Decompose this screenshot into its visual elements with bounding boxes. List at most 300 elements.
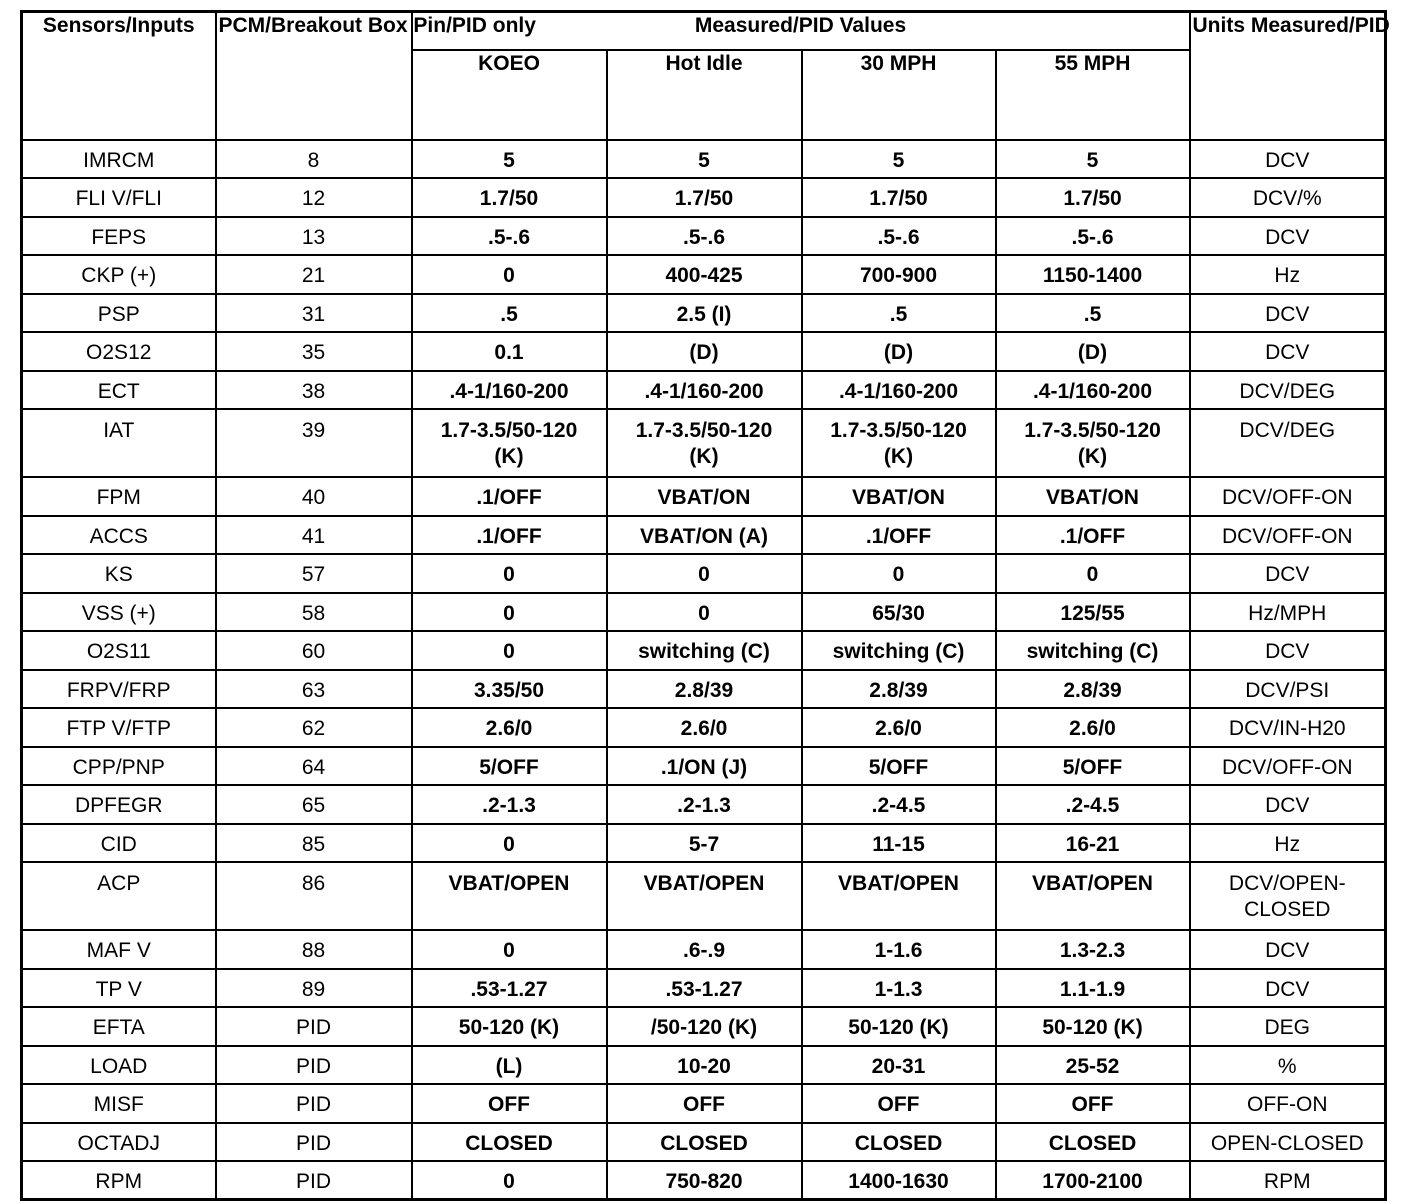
hot-idle-value-text-line2: (K) xyxy=(689,445,719,468)
koeo-value-text: 50-120 (K) xyxy=(458,1016,560,1039)
sensor-cell-text: MAF V xyxy=(86,939,151,962)
hot-idle-value-text: 400-425 xyxy=(665,264,743,287)
units-cell-text: % xyxy=(1277,1054,1297,1078)
units-cell-text: DEG xyxy=(1264,1016,1311,1039)
pin-cell xyxy=(216,747,412,786)
header-55-mph: 55 MPH xyxy=(996,50,1190,140)
pin-cell xyxy=(216,1123,412,1162)
mph55-value xyxy=(996,255,1190,294)
koeo-value xyxy=(412,785,607,824)
mph30-value-text: 5 xyxy=(892,148,905,172)
mph30-value xyxy=(802,593,996,632)
mph55-value-text: VBAT/ON xyxy=(1046,486,1139,509)
header-units-line2: Measured/PID xyxy=(1250,14,1390,37)
units-cell-text: DCV xyxy=(1265,341,1310,364)
mph30-value xyxy=(802,1046,996,1085)
mph30-value xyxy=(802,1084,996,1123)
units-cell xyxy=(1190,930,1386,969)
sensor-cell-text: ACP xyxy=(97,872,141,895)
sensor-cell-text: CID xyxy=(100,832,137,856)
units-cell-text: DCV xyxy=(1265,302,1310,326)
pid-values-table xyxy=(20,10,1390,1201)
hot-idle-value xyxy=(607,477,802,516)
mph30-value xyxy=(802,554,996,593)
pin-cell-text: 60 xyxy=(301,640,326,663)
units-cell-text: DCV/OFF-ON xyxy=(1221,755,1353,779)
pin-cell xyxy=(216,516,412,555)
sensor-cell-text: CPP/PNP xyxy=(72,755,165,779)
sensor-cell-text: FTP V/FTP xyxy=(66,717,172,740)
pin-cell xyxy=(216,670,412,709)
hot-idle-value xyxy=(607,930,802,969)
pin-cell-text: 85 xyxy=(301,832,326,856)
sensor-cell xyxy=(22,1161,216,1200)
sensor-cell xyxy=(22,1123,216,1162)
table-row xyxy=(22,1123,1386,1162)
mph30-value xyxy=(802,255,996,294)
pin-cell xyxy=(216,862,412,930)
koeo-value-text: 0 xyxy=(503,563,515,586)
hot-idle-value xyxy=(607,217,802,256)
mph30-value-text: .1/OFF xyxy=(865,524,932,548)
pin-cell-text: 41 xyxy=(301,524,326,548)
units-cell xyxy=(1190,554,1386,593)
mph55-value-text: OFF xyxy=(1071,1093,1114,1116)
mph55-value-text: 1.7/50 xyxy=(1063,187,1122,210)
units-cell-text: Hz/MPH xyxy=(1248,601,1327,625)
koeo-value xyxy=(412,593,607,632)
mph30-value-text: VBAT/ON xyxy=(852,486,945,509)
table-row xyxy=(22,371,1386,410)
mph30-value-text: CLOSED xyxy=(854,1131,943,1155)
mph30-value xyxy=(802,969,996,1008)
units-cell-text: DCV xyxy=(1265,225,1310,249)
units-cell xyxy=(1190,1084,1386,1123)
units-cell-text: DCV/PSI xyxy=(1245,678,1330,702)
header-koeo: KOEO xyxy=(412,50,607,140)
units-cell-text: DCV/IN-H20 xyxy=(1228,717,1346,740)
sensor-cell xyxy=(22,1046,216,1085)
mph55-value-text: 1700-2100 xyxy=(1042,1170,1143,1193)
hot-idle-value xyxy=(607,593,802,632)
units-cell xyxy=(1190,409,1386,477)
sensor-cell xyxy=(22,255,216,294)
table-row xyxy=(22,554,1386,593)
sensor-cell xyxy=(22,969,216,1008)
mph30-value xyxy=(802,477,996,516)
table-row xyxy=(22,1161,1386,1200)
koeo-value xyxy=(412,969,607,1008)
hot-idle-value-text: .4-1/160-200 xyxy=(644,379,764,403)
units-cell xyxy=(1190,670,1386,709)
mph30-value-text: 700-900 xyxy=(859,264,938,287)
sensor-cell-text: TP V xyxy=(95,977,142,1001)
units-cell xyxy=(1190,477,1386,516)
koeo-value xyxy=(412,409,607,477)
mph30-value xyxy=(802,140,996,179)
pin-cell xyxy=(216,824,412,863)
mph55-value xyxy=(996,708,1190,747)
mph55-value-text: .2-4.5 xyxy=(1065,794,1120,817)
hot-idle-value-text: VBAT/ON (A) xyxy=(640,524,768,548)
mph55-value-text: 1150-1400 xyxy=(1042,264,1143,287)
hot-idle-value xyxy=(607,554,802,593)
koeo-value-text: .5-.6 xyxy=(487,225,531,249)
sensor-cell xyxy=(22,477,216,516)
hot-idle-value-text: 5-7 xyxy=(688,832,720,856)
hot-idle-value-text: VBAT/ON xyxy=(657,486,751,509)
sensor-cell xyxy=(22,554,216,593)
mph55-value-text: switching (C) xyxy=(1026,640,1159,663)
mph55-value-text: CLOSED xyxy=(1048,1131,1137,1155)
koeo-value xyxy=(412,1046,607,1085)
mph30-value-text: 1-1.6 xyxy=(874,939,923,962)
mph55-value-text: .4-1/160-200 xyxy=(1032,379,1153,403)
units-cell-text: DCV xyxy=(1265,148,1310,172)
mph55-value xyxy=(996,1007,1190,1046)
sensor-cell-text: FEPS xyxy=(91,225,147,249)
mph55-value xyxy=(996,1123,1190,1162)
mph55-value xyxy=(996,670,1190,709)
units-cell xyxy=(1190,862,1386,930)
sensor-cell-text: LOAD xyxy=(90,1054,148,1078)
koeo-value-text: OFF xyxy=(488,1093,530,1116)
units-cell xyxy=(1190,371,1386,410)
mph30-value-text: 50-120 (K) xyxy=(848,1016,949,1039)
units-cell xyxy=(1190,969,1386,1008)
mph55-value xyxy=(996,217,1190,256)
mph55-value xyxy=(996,593,1190,632)
units-cell-text: DCV/DEG xyxy=(1239,379,1336,403)
hot-idle-value xyxy=(607,332,802,371)
koeo-value xyxy=(412,747,607,786)
pin-cell-text: 62 xyxy=(301,717,326,740)
koeo-value xyxy=(412,1084,607,1123)
koeo-value xyxy=(412,1123,607,1162)
mph30-value xyxy=(802,862,996,930)
header-pin-line2: Box xyxy=(367,14,408,37)
mph30-value-text: 65/30 xyxy=(872,601,925,625)
mph30-value xyxy=(802,747,996,786)
units-cell xyxy=(1190,255,1386,294)
units-cell xyxy=(1190,1161,1386,1200)
koeo-value xyxy=(412,862,607,930)
sensor-cell xyxy=(22,785,216,824)
mph30-value-text: 1-1.3 xyxy=(874,977,923,1001)
mph30-value xyxy=(802,294,996,333)
koeo-value-text: 1.7-3.5/50-120 xyxy=(440,419,578,442)
pin-cell xyxy=(216,332,412,371)
units-cell xyxy=(1190,747,1386,786)
mph55-value-text: 1.1-1.9 xyxy=(1059,977,1126,1001)
koeo-value xyxy=(412,631,607,670)
pin-cell-text: PID xyxy=(295,1093,331,1116)
koeo-value-text: 5/OFF xyxy=(479,755,539,779)
hot-idle-value xyxy=(607,178,802,217)
hot-idle-value-text: 0 xyxy=(698,563,710,586)
koeo-value-text: 0 xyxy=(503,640,515,663)
koeo-value xyxy=(412,554,607,593)
mph55-value-text: 2.8/39 xyxy=(1063,678,1122,702)
units-cell xyxy=(1190,593,1386,632)
table-row xyxy=(22,1084,1386,1123)
sensor-cell-text: RPM xyxy=(95,1170,143,1193)
hot-idle-value-text: 2.5 (I) xyxy=(676,302,732,326)
table-row xyxy=(22,255,1386,294)
hot-idle-value-text: .6-.9 xyxy=(682,939,726,962)
sensor-cell xyxy=(22,930,216,969)
hot-idle-value xyxy=(607,1161,802,1200)
units-cell-text: DCV/OFF-ON xyxy=(1221,524,1353,548)
hot-idle-value xyxy=(607,140,802,179)
koeo-value-text: CLOSED xyxy=(465,1131,553,1155)
koeo-value-text: .1/OFF xyxy=(476,486,542,509)
pin-cell xyxy=(216,371,412,410)
koeo-value-text: 0 xyxy=(503,832,515,856)
koeo-value-text: 3.35/50 xyxy=(473,678,545,702)
hot-idle-value-text: 1.7-3.5/50-120 xyxy=(635,419,773,442)
mph55-value xyxy=(996,824,1190,863)
hot-idle-value-text: (D) xyxy=(689,341,719,364)
hot-idle-value xyxy=(607,862,802,930)
sensor-cell xyxy=(22,747,216,786)
hot-idle-value-text: 2.8/39 xyxy=(674,678,734,702)
table-row xyxy=(22,747,1386,786)
sensor-cell xyxy=(22,409,216,477)
koeo-value xyxy=(412,670,607,709)
koeo-value-text: 0 xyxy=(503,1170,515,1193)
mph30-value xyxy=(802,178,996,217)
units-cell xyxy=(1190,824,1386,863)
mph55-value xyxy=(996,1161,1190,1200)
units-cell-text: DCV xyxy=(1265,794,1310,817)
hot-idle-value xyxy=(607,708,802,747)
hot-idle-value-text: .2-1.3 xyxy=(677,794,731,817)
table-body xyxy=(22,140,1386,1200)
pin-cell-text: 88 xyxy=(301,939,326,962)
sensor-cell-text: FLI V/FLI xyxy=(75,187,162,210)
koeo-value-text: 2.6/0 xyxy=(485,717,533,740)
hot-idle-value-text: VBAT/OPEN xyxy=(643,872,765,895)
mph55-value-text: 5/OFF xyxy=(1062,755,1123,779)
pin-cell-text: 86 xyxy=(301,872,326,895)
koeo-value-text: 5 xyxy=(503,148,515,172)
units-cell xyxy=(1190,1123,1386,1162)
hot-idle-value xyxy=(607,1123,802,1162)
units-cell-text: Hz xyxy=(1274,832,1301,856)
header-units-line1: Units xyxy=(1192,14,1246,37)
header-pin-line1: PCM/Breakout xyxy=(218,14,363,37)
pin-cell xyxy=(216,1046,412,1085)
pin-cell xyxy=(216,1007,412,1046)
pin-cell-text: 89 xyxy=(301,977,326,1001)
mph30-value xyxy=(802,930,996,969)
units-cell-text-line2: CLOSED xyxy=(1244,898,1331,921)
table-row xyxy=(22,670,1386,709)
sensor-cell-text: KS xyxy=(104,563,133,586)
table-row xyxy=(22,477,1386,516)
table-row xyxy=(22,1046,1386,1085)
table-row xyxy=(22,862,1386,930)
sensor-cell-text: DPFEGR xyxy=(74,794,163,817)
header-hot-idle: Hot Idle xyxy=(607,50,802,140)
hot-idle-value xyxy=(607,294,802,333)
table-row xyxy=(22,785,1386,824)
koeo-value xyxy=(412,708,607,747)
koeo-value-text-line2: (K) xyxy=(494,445,524,468)
table-row xyxy=(22,708,1386,747)
mph30-value-text: 11-15 xyxy=(872,832,925,856)
sensor-cell-text: MISF xyxy=(93,1093,144,1116)
sensor-cell-text: CKP (+) xyxy=(81,264,157,287)
koeo-value xyxy=(412,178,607,217)
mph30-value xyxy=(802,409,996,477)
sensor-cell-text: PSP xyxy=(97,302,140,326)
mph30-value-text: 5/OFF xyxy=(868,755,929,779)
mph55-value-text: 1.7-3.5/50-120 xyxy=(1024,419,1161,442)
hot-idle-value xyxy=(607,409,802,477)
sensor-cell-text: O2S12 xyxy=(86,341,152,364)
mph30-value-text: VBAT/OPEN xyxy=(838,872,959,895)
table-row xyxy=(22,631,1386,670)
hot-idle-value-text: CLOSED xyxy=(660,1131,748,1155)
koeo-value xyxy=(412,477,607,516)
hot-idle-value xyxy=(607,1084,802,1123)
pin-cell xyxy=(216,409,412,477)
mph55-value xyxy=(996,371,1190,410)
mph55-value xyxy=(996,332,1190,371)
table-row xyxy=(22,593,1386,632)
koeo-value-text: VBAT/OPEN xyxy=(448,872,570,895)
sensor-cell-text: FRPV/FRP xyxy=(66,678,171,702)
mph30-value xyxy=(802,785,996,824)
hot-idle-value-text: 0 xyxy=(698,601,710,625)
table-row xyxy=(22,930,1386,969)
koeo-value-text: 0.1 xyxy=(494,341,524,364)
koeo-value xyxy=(412,1161,607,1200)
mph55-value-text: .1/OFF xyxy=(1059,524,1126,548)
header-measured-pid-values: Measured/PID Values xyxy=(412,12,1190,50)
mph30-value xyxy=(802,217,996,256)
sensor-cell-text: ECT xyxy=(97,379,140,403)
mph30-value xyxy=(802,824,996,863)
mph30-value-text: .5 xyxy=(889,302,908,326)
pin-cell-text: 31 xyxy=(301,302,326,326)
hot-idle-value-text: OFF xyxy=(683,1093,725,1116)
header-pin-line3: Pin/PID only xyxy=(413,14,536,37)
mph55-value xyxy=(996,554,1190,593)
mph30-value xyxy=(802,708,996,747)
mph30-value-text: .4-1/160-200 xyxy=(838,379,959,403)
table-row xyxy=(22,824,1386,863)
mph55-value xyxy=(996,178,1190,217)
koeo-value-text: 0 xyxy=(503,939,515,962)
koeo-value xyxy=(412,1007,607,1046)
mph30-value-text-line2: (K) xyxy=(883,445,914,468)
mph30-value xyxy=(802,670,996,709)
mph30-value-text: 1.7-3.5/50-120 xyxy=(830,419,967,442)
koeo-value xyxy=(412,140,607,179)
mph55-value-text: .5 xyxy=(1083,302,1102,326)
hot-idle-value-text: .5-.6 xyxy=(682,225,726,249)
mph55-value-text: 16-21 xyxy=(1065,832,1120,856)
mph55-value xyxy=(996,1084,1190,1123)
hot-idle-value xyxy=(607,255,802,294)
pin-cell-text: 21 xyxy=(301,264,326,287)
table-row xyxy=(22,1007,1386,1046)
mph55-value-text: 2.6/0 xyxy=(1069,717,1116,740)
sensor-cell xyxy=(22,371,216,410)
mph55-value-text: 125/55 xyxy=(1060,601,1125,625)
koeo-value-text: 0 xyxy=(503,264,515,287)
sensor-cell-text: IAT xyxy=(103,419,135,442)
sensor-cell xyxy=(22,1007,216,1046)
pin-cell-text: 38 xyxy=(301,379,326,403)
mph55-value xyxy=(996,1046,1190,1085)
units-cell-text: Hz xyxy=(1274,264,1301,287)
pin-cell-text: 39 xyxy=(301,419,326,442)
koeo-value-text: .5 xyxy=(500,302,518,326)
pin-cell xyxy=(216,930,412,969)
hot-idle-value xyxy=(607,824,802,863)
mph30-value-text: 0 xyxy=(892,563,905,586)
koeo-value-text: .4-1/160-200 xyxy=(449,379,569,403)
pin-cell xyxy=(216,593,412,632)
sensor-cell-text: OCTADJ xyxy=(77,1131,160,1155)
koeo-value-text: (L) xyxy=(495,1054,523,1078)
sensor-cell-text: ACCS xyxy=(89,524,148,548)
table-row xyxy=(22,409,1386,477)
units-cell xyxy=(1190,631,1386,670)
hot-idle-value xyxy=(607,670,802,709)
hot-idle-value-text: 10-20 xyxy=(677,1054,731,1078)
units-cell xyxy=(1190,178,1386,217)
units-cell-text: DCV xyxy=(1265,977,1310,1001)
pin-cell-text: 64 xyxy=(301,755,326,779)
hot-idle-value xyxy=(607,1007,802,1046)
mph55-value xyxy=(996,516,1190,555)
pin-cell xyxy=(216,255,412,294)
koeo-value xyxy=(412,255,607,294)
units-cell xyxy=(1190,332,1386,371)
pin-cell xyxy=(216,477,412,516)
hot-idle-value-text: .53-1.27 xyxy=(665,977,743,1001)
hot-idle-value-text: 2.6/0 xyxy=(680,717,728,740)
pin-cell-text: 63 xyxy=(301,678,326,702)
koeo-value xyxy=(412,824,607,863)
sensor-cell xyxy=(22,708,216,747)
units-cell xyxy=(1190,140,1386,179)
header-row-top xyxy=(22,12,1386,50)
hot-idle-value xyxy=(607,747,802,786)
units-cell xyxy=(1190,1007,1386,1046)
mph30-value-text: 2.6/0 xyxy=(875,717,922,740)
hot-idle-value-text: 750-820 xyxy=(665,1170,743,1193)
table-row xyxy=(22,969,1386,1008)
mph55-value-text: 50-120 (K) xyxy=(1042,1016,1143,1039)
mph55-value-text: 1.3-2.3 xyxy=(1059,939,1126,962)
koeo-value-text: .1/OFF xyxy=(476,524,542,548)
pin-cell-text: 8 xyxy=(307,148,320,172)
pin-cell xyxy=(216,1161,412,1200)
sensor-cell xyxy=(22,631,216,670)
mph30-value-text: 1.7/50 xyxy=(869,187,928,210)
pin-cell-text: PID xyxy=(295,1170,331,1193)
koeo-value-text: 0 xyxy=(503,601,515,625)
units-cell-text: DCV xyxy=(1265,563,1310,586)
koeo-value xyxy=(412,332,607,371)
units-cell xyxy=(1190,1046,1386,1085)
